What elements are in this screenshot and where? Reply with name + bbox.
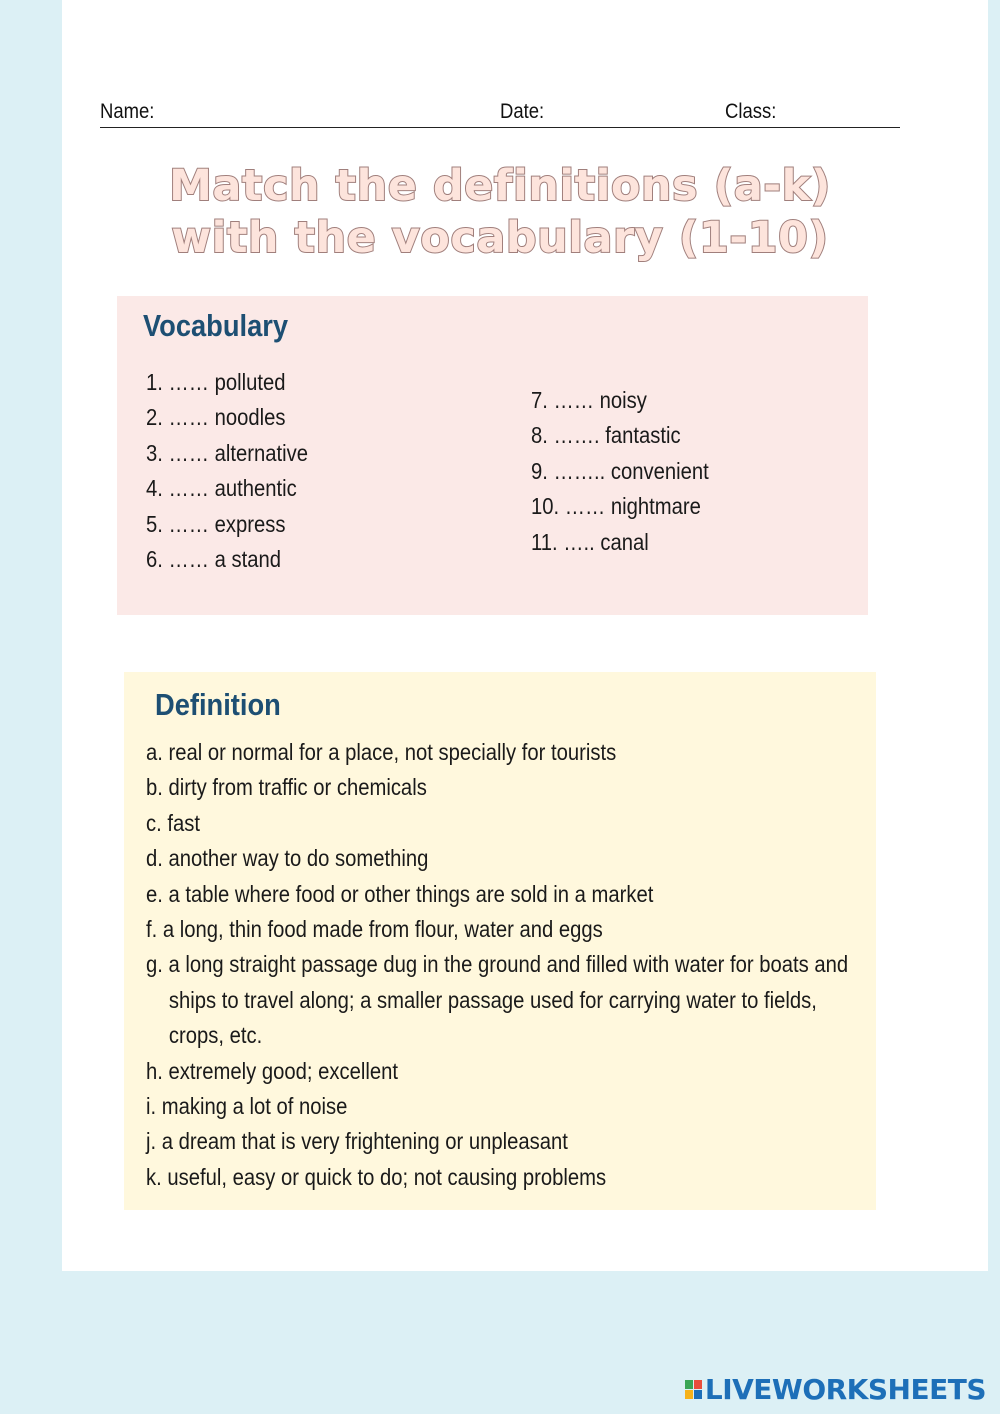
- vocabulary-list-right: [531, 383, 733, 560]
- definition-heading: Definition: [155, 687, 281, 722]
- definition-item-c: c. fast: [146, 809, 200, 836]
- definition-item-j: j. a dream that is very frightening or unpleasant: [146, 1128, 568, 1155]
- vocab-item-8: 8. ……. fantastic: [531, 422, 681, 449]
- vocab-item-2: 2. …… noodles: [146, 404, 286, 431]
- header-underline: [100, 127, 900, 128]
- vocab-item-3: 3. …… alternative: [146, 439, 309, 466]
- definition-item-k: k. useful, easy or quick to do; not causing problems: [146, 1163, 607, 1190]
- vocabulary-list-left: [146, 365, 330, 577]
- vocab-item-7: 7. …… noisy: [531, 387, 647, 413]
- title-line-2: with the vocabulary (1-10): [171, 213, 829, 263]
- vocab-item-6: 6. …… a stand: [146, 545, 282, 572]
- vocab-item-11: 11. ….. canal: [531, 528, 649, 555]
- liveworksheets-logo: [685, 1373, 986, 1406]
- liveworksheets-brand-text: LIVEWORKSHEETS: [704, 1373, 986, 1406]
- definition-box: [124, 672, 876, 1210]
- class-label: Class:: [725, 100, 777, 123]
- definition-item-i: i. making a lot of noise: [146, 1092, 348, 1119]
- definition-item-a: a. real or normal for a place, not specially for tourists: [146, 739, 617, 765]
- definition-item-g-text: g. a long straight passage dug in the ground and filled with water for boats and ships to travel along; a smaller passage used for carrying water to fields, crops, etc.: [146, 951, 849, 1049]
- definition-item-d: d. another way to do something: [146, 845, 429, 872]
- liveworksheets-logo-icon: [685, 1380, 703, 1400]
- definition-item-b: b. dirty from traffic or chemicals: [146, 774, 427, 801]
- vocab-item-5: 5. …… express: [146, 510, 286, 537]
- title-line-1: Match the definitions (a-k): [169, 161, 831, 211]
- worksheet-title: [0, 160, 1000, 264]
- vocab-item-10: 10. …… nightmare: [531, 493, 701, 520]
- vocabulary-box: [117, 296, 868, 615]
- vocab-item-1: 1. …… polluted: [146, 369, 286, 395]
- definition-list: [146, 735, 961, 1195]
- vocabulary-heading: Vocabulary: [143, 308, 289, 343]
- definition-item-g: [146, 947, 863, 1053]
- definition-item-h: h. extremely good; excellent: [146, 1057, 399, 1084]
- vocab-item-4: 4. …… authentic: [146, 475, 297, 502]
- vocab-item-9: 9. …….. convenient: [531, 457, 709, 484]
- definition-item-e: e. a table where food or other things are sold in a market: [146, 880, 654, 907]
- definition-item-f: f. a long, thin food made from flour, water and eggs: [146, 915, 603, 942]
- name-label: Name:: [100, 100, 155, 123]
- date-label: Date:: [500, 100, 545, 123]
